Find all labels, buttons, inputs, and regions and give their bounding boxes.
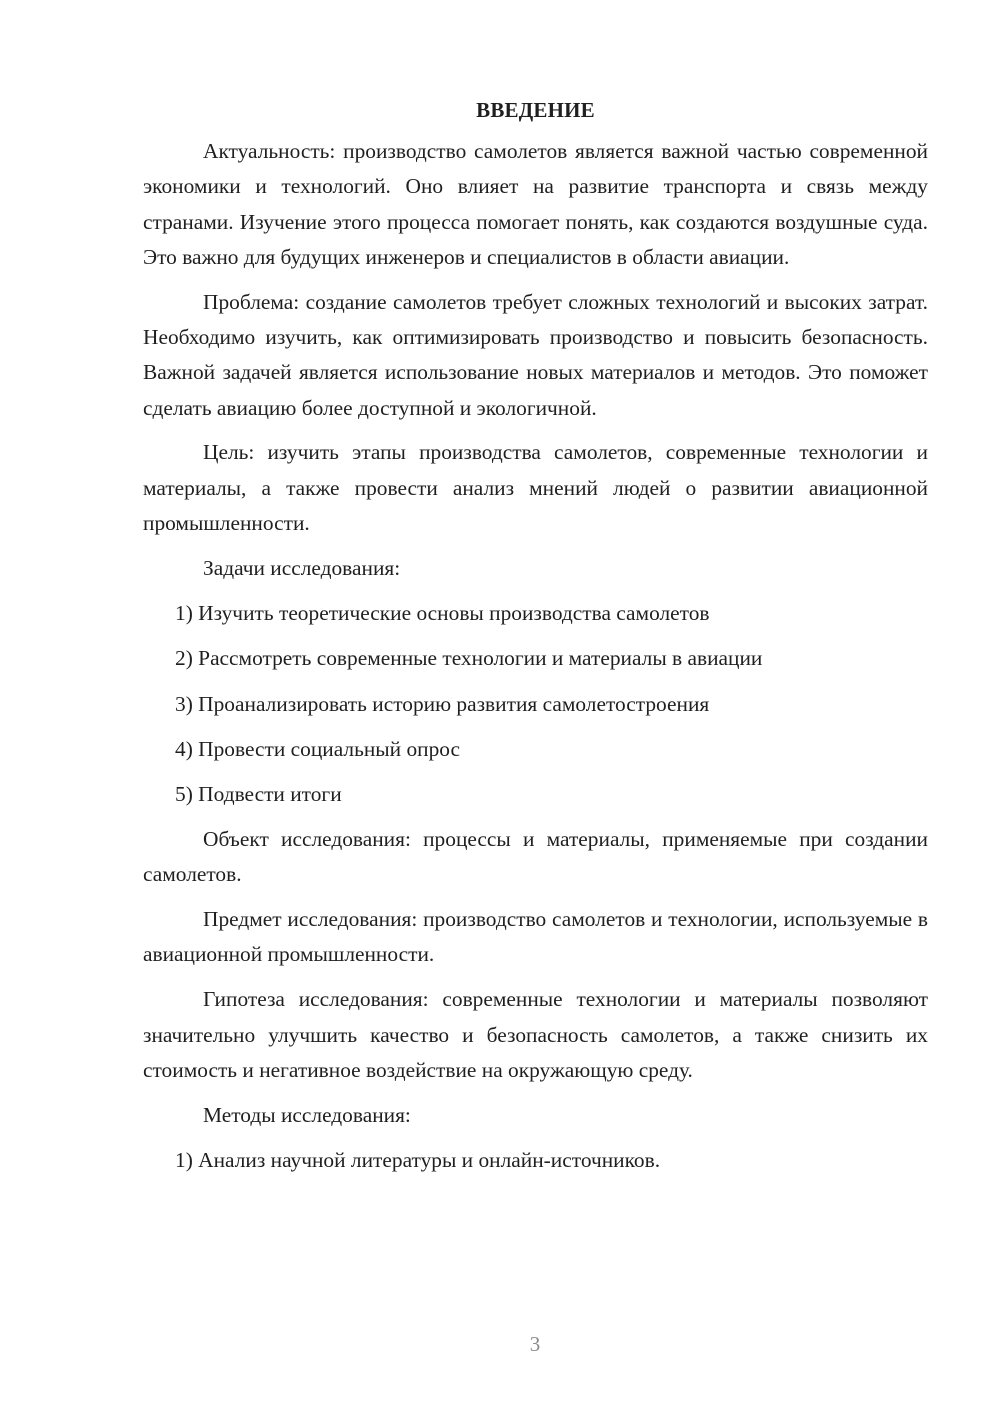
paragraph-problem: Проблема: создание самолетов требует сложных технологий и высоких затрат. Необходимо изучить, как оптимизировать производство и повысить безопасность. Важной задачей является использование новых материалов и методов. Это поможет сделать авиацию более доступной и экологичной.: [143, 289, 928, 420]
task-item: 1) Изучить теоретические основы производства самолетов: [175, 601, 710, 626]
page-number: 3: [529, 1332, 541, 1356]
task-item: 3) Проанализировать историю развития самолетостроения: [175, 691, 710, 716]
task-item: 2) Рассмотреть современные технологии и материалы в авиации: [175, 646, 763, 671]
document-page: [143, 95, 928, 1178]
tasks-heading: Задачи исследования:: [203, 555, 401, 580]
task-item: 5) Подвести итоги: [175, 782, 342, 807]
paragraph-object: Объект исследования: процессы и материалы, применяемые при создании самолетов.: [143, 827, 928, 887]
paragraph-relevance: Актуальность: производство самолетов является важной частью современной экономики и технологий. Оно влияет на развитие транспорта и связь между странами. Изучение этого процесса помогает понять, как создаются воздушные суда. Это важно для будущих инженеров и специалистов в области авиации.: [143, 139, 928, 269]
methods-heading: Методы исследования:: [203, 1102, 411, 1127]
task-item: 4) Провести социальный опрос: [175, 736, 461, 761]
paragraph-subject: Предмет исследования: производство самолетов и технологии, используемые в авиационной промышленности.: [143, 907, 928, 967]
paragraph-hypothesis: Гипотеза исследования: современные технологии и материалы позволяют значительно улучшить качество и безопасность самолетов, а также снизить их стоимость и негативное воздействие на окружающую среду.: [143, 987, 928, 1082]
paragraph-goal: Цель: изучить этапы производства самолетов, современные технологии и материалы, а также провести анализ мнений людей о развитии авиационной промышленности.: [143, 440, 928, 535]
page-title: ВВЕДЕНИЕ: [476, 98, 595, 122]
method-item: 1) Анализ научной литературы и онлайн-источников.: [175, 1147, 661, 1172]
